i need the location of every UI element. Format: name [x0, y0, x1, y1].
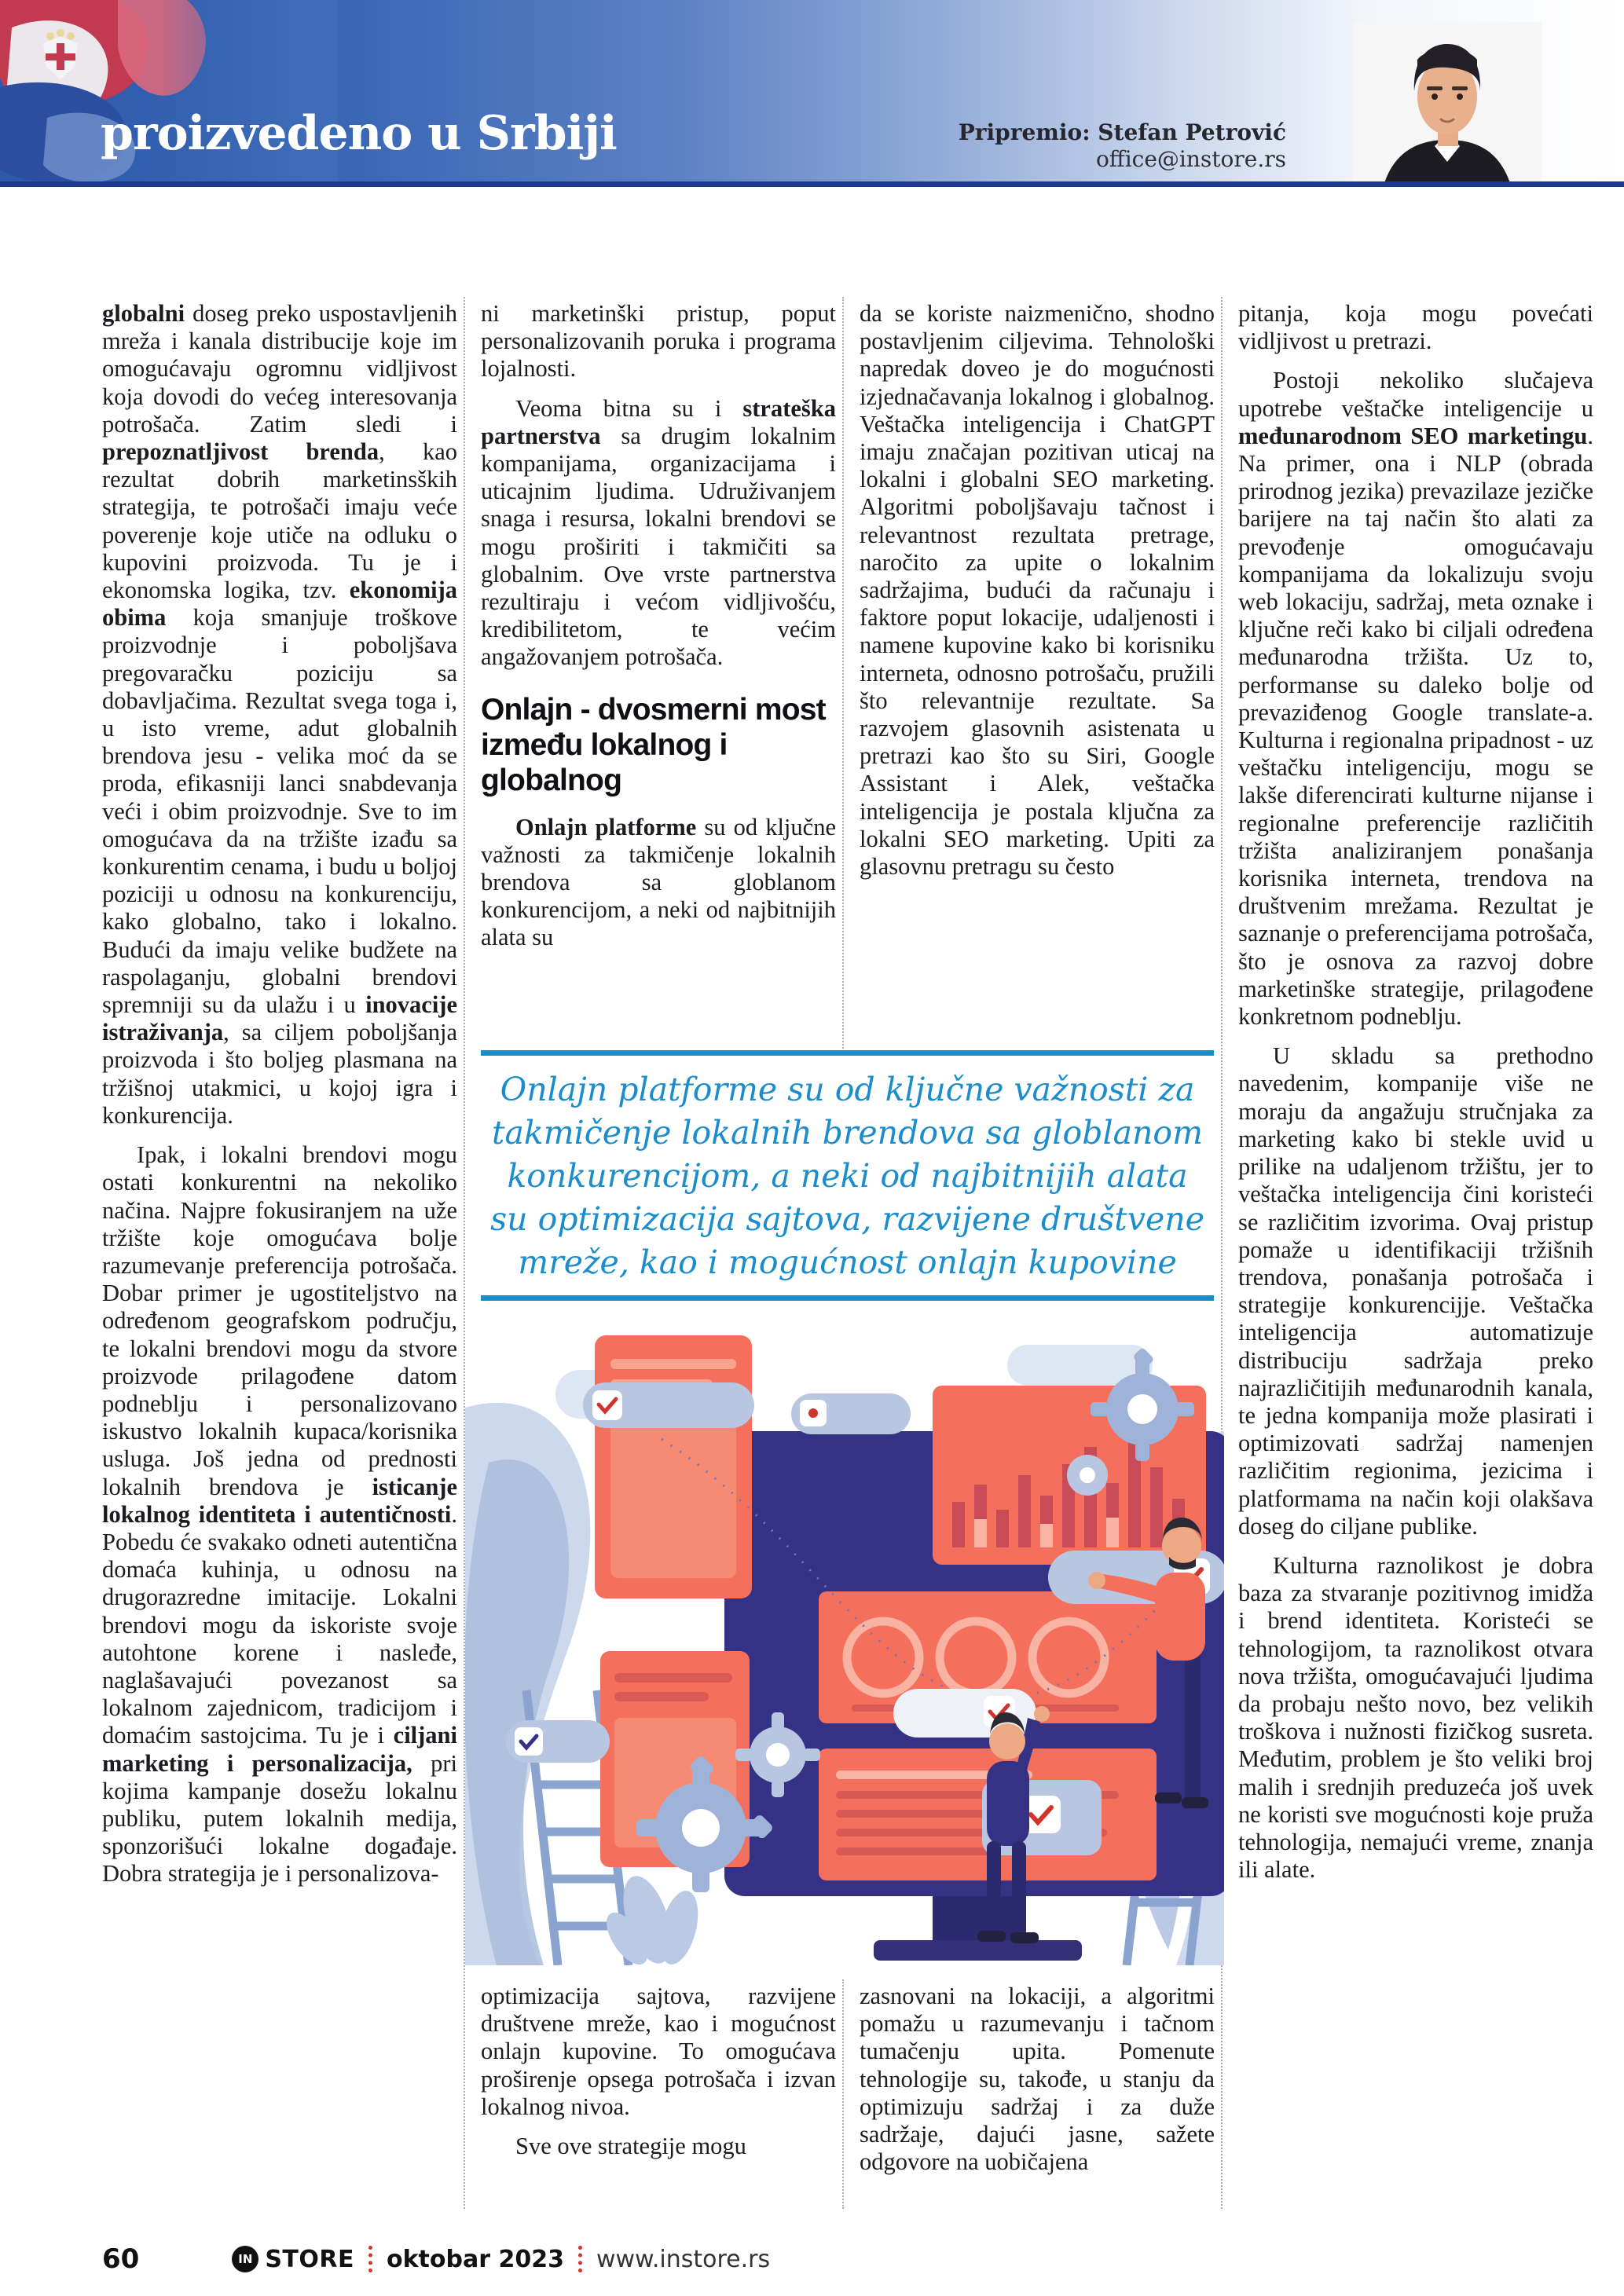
paragraph: da se koriste naizmenično, shodno postavljenim ciljevima. Tehnološki napredak doveo je do mogućnosti izjednačavanja lokalnog i globalnog. Veštačka inteligencija i ChatGPT imaju značajan pozitivan uticaj na lokalni i globalni SEO marketing. Algoritmi poboljšavaju tačnost i relevantnost rezultata pretrage, naročito za upite o lokalnim sadržajima, budući da računaju i faktore poput lokacije, udaljenosti i namene kupovine kako bi korisniku interneta, odnosno potrošaču, pružili što relevantnije rezultate. Sa razvojem glasovnih asistenata u pretrazi kao što su Siri, Google Assistant i Alek, veštačka inteligencija je postala ključna za lokalni SEO marketing. Upiti za glasovnu pretragu su često [860, 300, 1215, 881]
page-number: 60 [102, 2243, 140, 2275]
check-tag [791, 1393, 911, 1434]
instore-logo [232, 2246, 354, 2273]
monitor-base [874, 1940, 1082, 1961]
paragraph: zasnovani na lokaciji, a algoritmi pomažu u razumevanju i tačnom tumačenju upita. Pomenute tehnologije su, takođe, u stanju da optimizuju sadržaj i za duže sadržaje, dajući jasne, sažete odgovore na uobičajena [860, 1983, 1215, 2176]
paragraph: globalni doseg preko uspostavljenih mreža i kanala distribucije koje im omogućavaju ogromnu vidljivost koja dovodi do većeg interesovanja potrošača. Zatim sledi i prepoznatljivost brenda, kao rezultat dobrih marketinsških strategija, te potrošači imaju veće poverenje koje utiče na odluku o kupovini proizvoda. Tu je i ekonomska logika, tzv. ekonomija obima koja smanjuje troškove proizvodnje i poboljšava pregovaračku poziciju sa dobavljačima. Rezultat svega toga i, u isto vreme, adut globalnih brendova jesu - velika moć da se proda, efikasniji lanci snabdevanja veći i obim proizvodnje. Sve to im omogućava da na tržište izađu sa konkurentim cenama, i budu u boljoj poziciji u odnosu na konkurenciju, kako globalno, tako i lokalno. Budući da imaju velike budžete na raspolaganju, globalni brendovi spremniji su da ulažu i u inovacije istraživanja, sa ciljem poboljšanja proizvoda i što boljeg plasmana na tržišnoj utakmici, u kojoj igra i konkurencija. [102, 300, 457, 1129]
app-card [595, 1335, 752, 1598]
page-footer [102, 2241, 1516, 2277]
in-circle-icon: IN [232, 2246, 258, 2272]
text-column-2-top [481, 300, 836, 1049]
paragraph: U skladu sa prethodno navedenim, kompanije više ne moraju da angažuju stručnjaka za marketing kako bi stekle uvid u prilike na udaljenom tržištu, jer to veštačka inteligencija čini koristeći se različitim izvorima. Ovaj pristup pomaže u identifikaciji tržišnih trendova, ponašanja potrošača i strategije konkurencijje. Veštačka inteligencija automatizuje distribuciju sadržaja preko najrazličitijih međunarodnih kanala, te jedna kompanija može plasirati i optimizovati sadržaj namenjen različitim regionima, jezicima i platformama na način koji olakšava doseg do ciljane publike. [1238, 1042, 1593, 1540]
column-divider [842, 297, 844, 1049]
website-url: www.instore.rs [596, 2245, 771, 2273]
text-column-2-bottom [481, 1983, 836, 2207]
byline-email: office@instore.rs [1095, 146, 1286, 172]
author-photo [1353, 22, 1542, 183]
check-tag [583, 1382, 754, 1428]
check-tag [506, 1720, 610, 1763]
paragraph: Sve ove strategije mogu [515, 2133, 746, 2160]
text-column-1 [102, 300, 457, 2207]
text-column-4 [1238, 300, 1593, 2258]
paragraph: pitanja, koja mogu povećati vidljivost u pretrazi. [1238, 300, 1593, 355]
footer-separator [368, 2246, 372, 2272]
online-platforms-illustration [465, 1321, 1224, 1965]
paragraph: Ipak, i lokalni brendovi mogu ostati konkurentni na nekoliko načina. Najpre fokusiranjem na uže tržište koje omogućava bolje razumevanje preferencija potrošača. Dobar primer je ugostiteljstvo na određenom geografskom području, te lokalni brendovi mogu da stvore proizvode prilagođene datom podneblju i personalizovano iskustvo lokalnih kupaca/korisnika usluga. Još jedna od prednosti lokalnih brendova je isticanje lokalnog identiteta i autentičnosti. Pobedu će svakako odneti autentična domaća kuhinja, u odnosu na drugorazredne imitacije. Lokalni brendovi mogu da iskoriste svoje autohtone korene i nasleđe, naglašavajući povezanost sa lokalnom zajednicom, tradicijom i domaćim sastojcima. Tu je i ciljani marketing i personalizacija, pri kojima kampanje dosežu lokalnu publiku, putem lokalnih medija, sponzorišući lokalne događaje. Dobra strategija je i personalizova- [102, 1141, 457, 1888]
pull-quote: Onlajn platforme su od ključne važnosti za takmičenje lokalnih brendova sa globlanom konkurencijom, a neki od najbitnijih alata su optimizacija sajtova, razvijene društvene mreže, kao i mogućnost onlajn kupovine [481, 1050, 1214, 1301]
header-rule [0, 181, 1624, 187]
issue-date: oktobar 2023 [387, 2245, 564, 2273]
paragraph: Postoji nekoliko slučajeva upotrebe veštačke inteligencije u međunarodnom SEO marketingu. Na primer, ona i NLP (obrada prirodnog jezika) prevazilaze jezičke barijere na taj način što alati za prevođenje omogućavaju kompanijama da lokalizuju svoju web lokaciju, sadržaj, meta oznake i ključne reči kako bi ciljali određena međunarodna tržišta. Uz to, performanse su daleko bolje od prevaziđenog Google translate-a. Kulturna i regionalna pripadnost - uz veštačku inteligenciju, mogu se lakše diferencirati kulturne nijanse i regionalne preferencije različitih tržišta analiziranjem ponašanja korisnika interneta, trendova na društvenim mrežama. Rezultat je saznanje o preferencijama potrošača, što je osnova za razvoj dobre marketinške strategije, prilagođene konkretnom podneblju. [1238, 367, 1593, 1031]
gear-icon [1067, 1455, 1108, 1496]
text-column-3-top [860, 300, 1215, 1049]
paragraph: ni marketinški pristup, poput personalizovanih poruka i programa lojalnosti. [481, 300, 836, 383]
article-subheading: Onlajn - dvosmerni most između lokalnog i globalnog [481, 692, 826, 797]
plant [599, 1870, 705, 1965]
byline [959, 119, 1286, 173]
paragraph: Veoma bitna su i strateška partnerstva sa drugim lokalnim kompanijama, organizacijama i uticajnim ljudima. Udruživanjem snaga i resursa, lokalni brendovi se mogu proširiti i takmičiti sa globalnim. Ove vrste partnerstva rezultiraju i većom vidljivošću, kredibilitetom, te većim angažovanjem potrošača. [481, 394, 836, 671]
text-column-3-bottom [860, 1983, 1215, 2207]
footer-separator [578, 2246, 582, 2272]
paragraph: optimizacija sajtova, razvijene društvene mreže, kao i mogućnost onlajn kupovine. To omogućava proširenje opsega potrošača i izvan lokalnog nivoa. [481, 1983, 836, 2120]
paragraph: Kulturna raznolikost je dobra baza za stvaranje pozitivnog imidža i brend identiteta. Koristeći se tehnologijom, ta raznolikost otvara nova tržišta, omogućavajući ljudima da probaju nešto novo, bez velikih troškova i nužnosti fizičkog susreta. Međutim, problem je što veliki broj malih i srednjih preduzeća još uvek ne koristi sve mogućnosti koje pruža tehnologija, nemajući vreme, znanja ili alate. [1238, 1551, 1593, 1884]
page-title: proizvedeno u Srbiji [101, 106, 617, 161]
byline-author: Pripremio: Stefan Petrović [958, 119, 1286, 145]
magazine-name: STORE [265, 2245, 354, 2273]
paragraph: Onlajn platforme su od ključne važnosti za takmičenje lokalnih brendova sa globlanom konkurencijom, a neki od najbitnijih alata su [481, 813, 836, 951]
column-divider [842, 1979, 844, 2209]
